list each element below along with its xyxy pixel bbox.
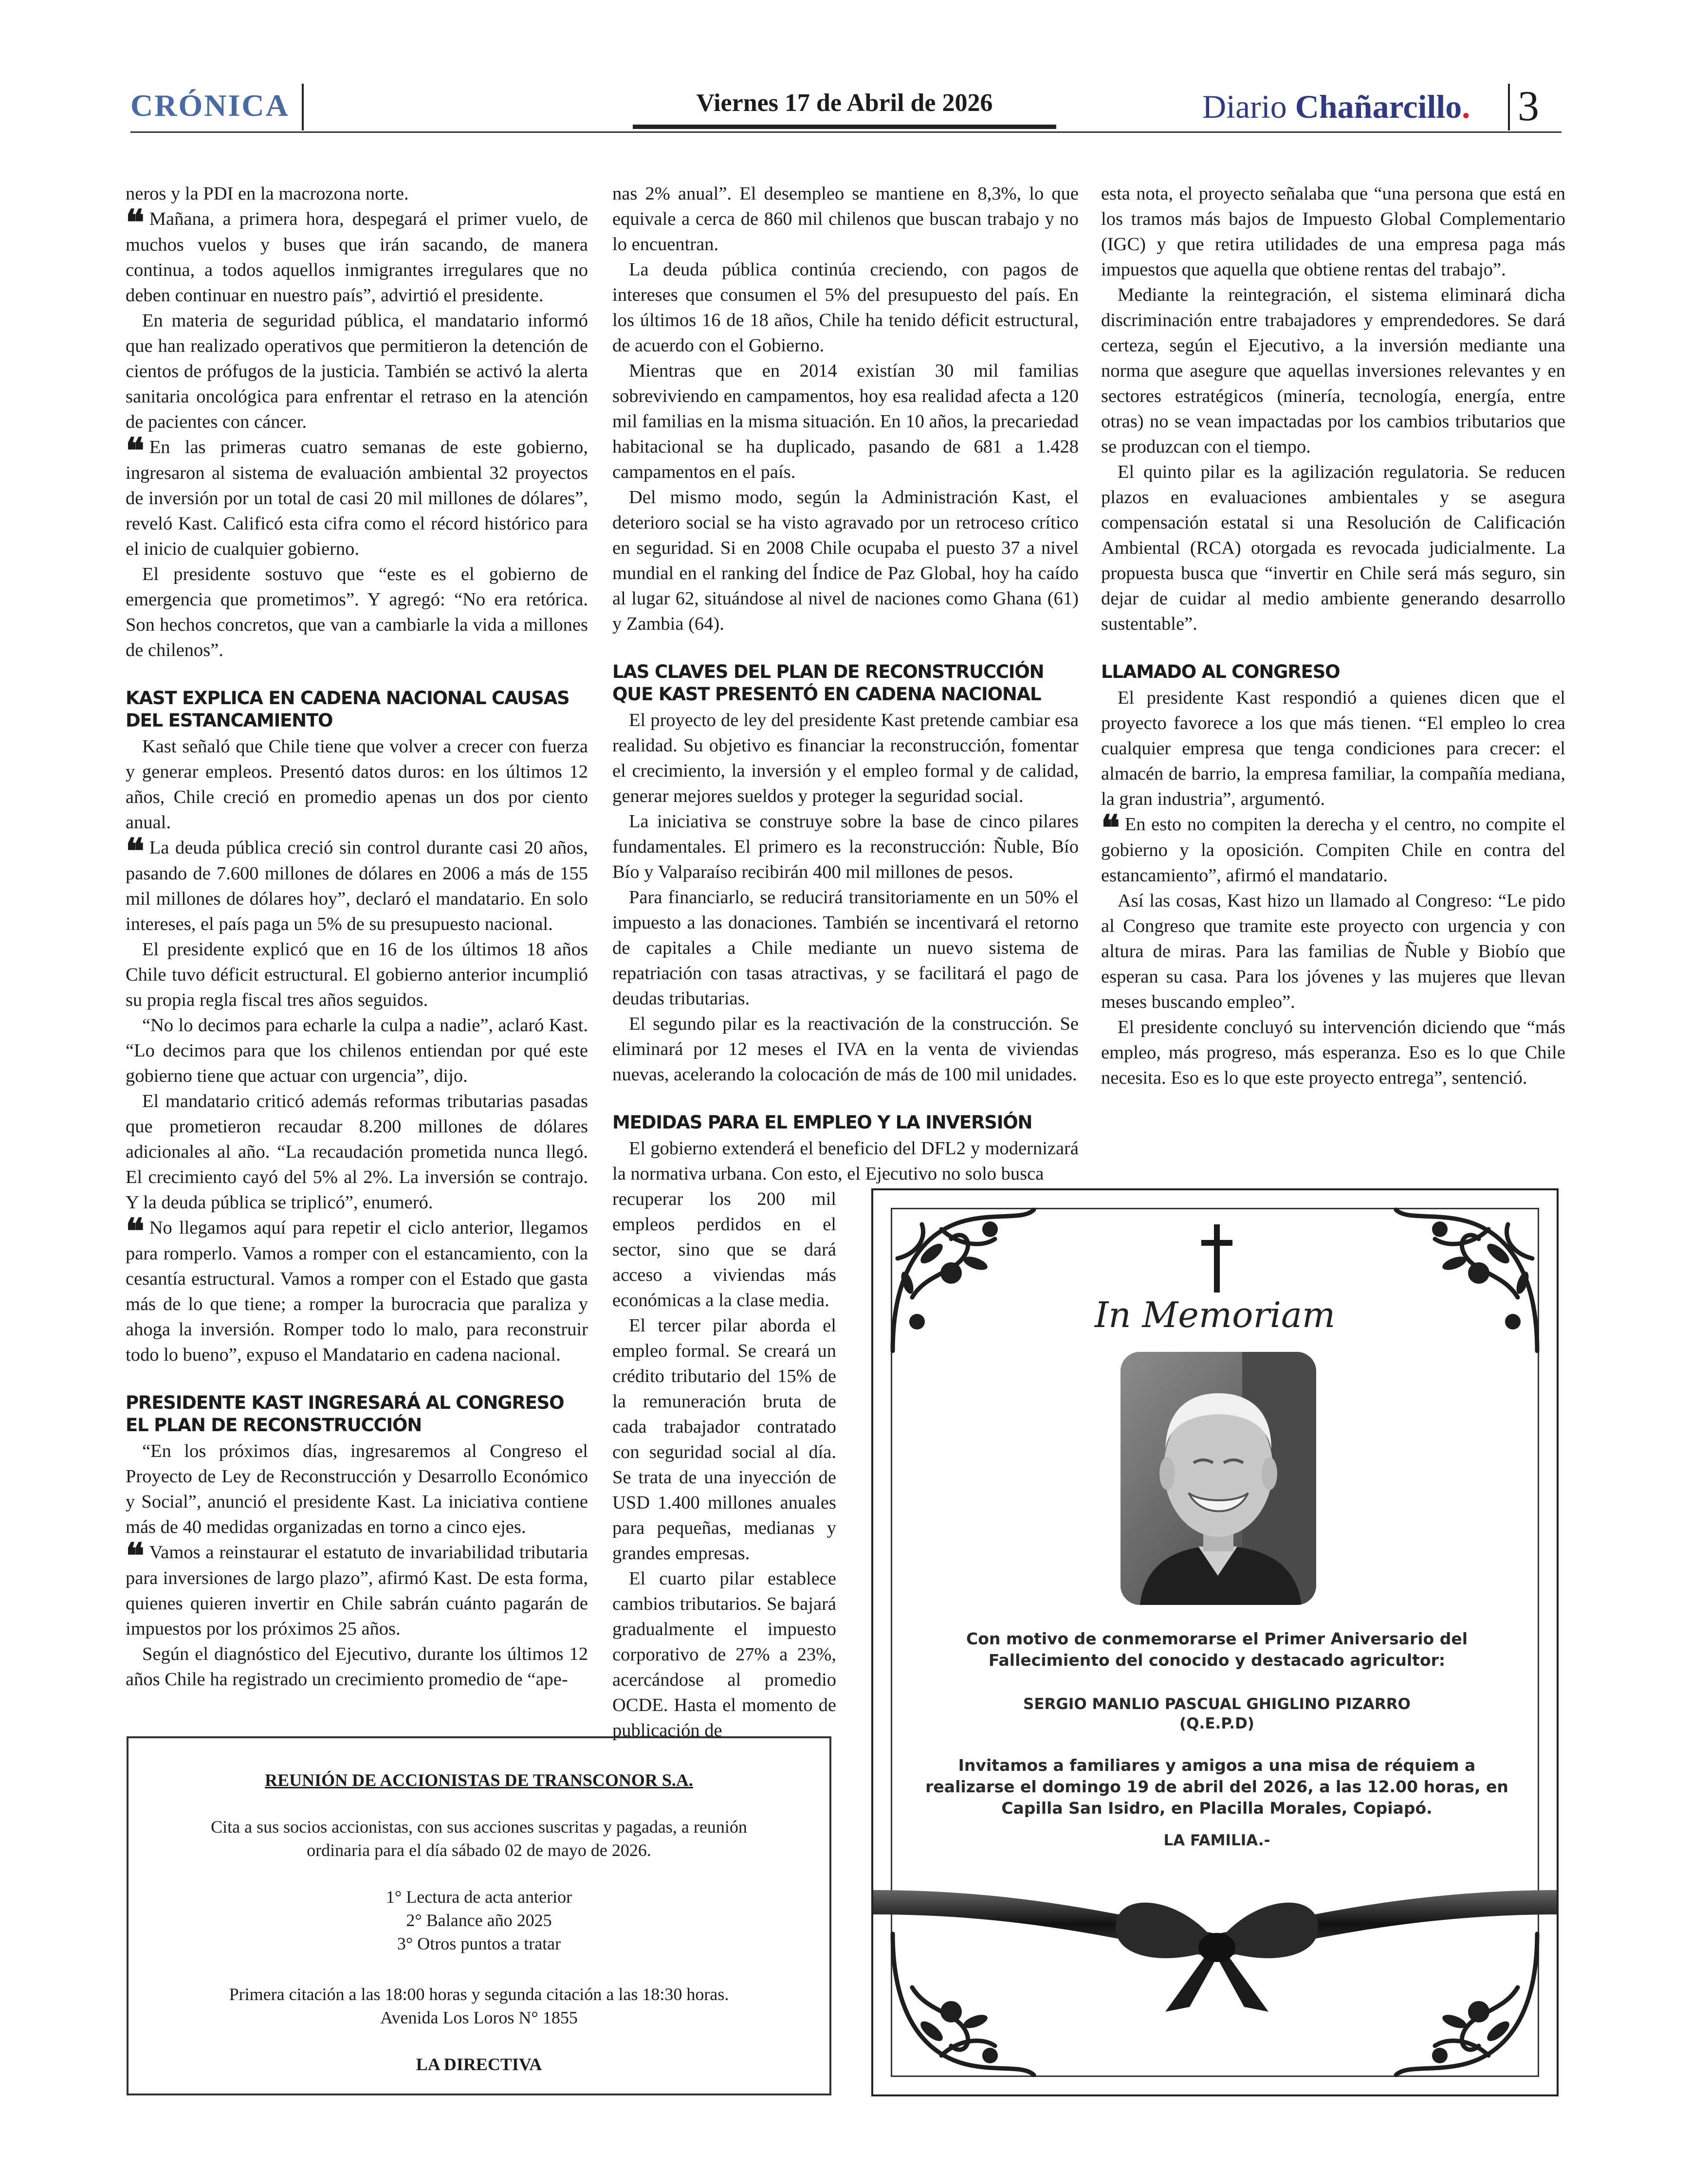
floral-ornament-icon	[1386, 1200, 1547, 1361]
quote-text: Mañana, a primera hora, despegará el primer vuelo, de muchos vuelos y buses que irán sacando, de manera continua, a todos aquellos inmigrantes irregulares que no deben continuar en nuestro país”, advirtió el presidente.	[126, 209, 588, 306]
subheading: LLAMADO AL CONGRESO	[1101, 661, 1340, 682]
ribbon-bow-icon	[873, 1861, 1559, 2017]
paragraph: El presidente sostuvo que “este es el gobierno de emergencia que prometimos”. Y agregó: “No era retórica. Son hechos concretos, que van a cambiarle la vida a millones de chilenos”.	[126, 564, 588, 660]
paragraph: recuperar los 200 mil empleos perdidos en el sector, sino que se dará acceso a viviendas más económicas a la clase media.	[612, 1189, 836, 1310]
paragraph: El gobierno extenderá el beneficio del DFL2 y modernizará la normativa urbana. Con esto, el Ejecutivo no solo busca	[612, 1138, 1079, 1184]
paragraph: El quinto pilar es la agilización regulatoria. Se reducen plazos en evaluaciones ambientales y se asegura compensación estatal si una Resolución de Calificación Ambiental (RCA) otorgada es revocada judicialmente. La propuesta busca que “invertir en Chile será más seguro, sin dejar de cuidar al medio ambiente generando desarrollo sustentable”.	[1101, 462, 1565, 634]
agenda-item: 1° Lectura de acta anterior	[386, 1887, 572, 1907]
quote-text: Vamos a reinstaurar el estatuto de invariabilidad tributaria para inversiones de largo plazo”, afirmó Kast. De esta forma, quienes quieren invertir en Chile sabrán cuánto pagarán de impuestos por los próximos 25 años.	[126, 1542, 588, 1639]
floral-ornament-icon	[883, 1200, 1044, 1361]
quote-paragraph	[126, 1210, 588, 1367]
paragraph: El segundo pilar es la reactivación de la construcción. Se eliminará por 12 meses el IVA en la venta de viviendas nuevas, acelerando la colocación de más de 100 mil unidades.	[612, 1014, 1079, 1085]
paragraph: El cuarto pilar establece cambios tributarios. Se bajará gradualmente el impuesto corporativo de 27% a 23%, acercándose al promedio OCDE. Hasta el momento de publicación de	[612, 1568, 836, 1741]
narrow-column	[612, 1186, 836, 1743]
header-divider	[302, 84, 304, 130]
newspaper-prefix: Diario	[1202, 88, 1295, 125]
paragraph: Según el diagnóstico del Ejecutivo, durante los últimos 12 años Chile ha registrado un crecimiento promedio de “ape-	[126, 1644, 588, 1690]
shareholders-notice	[127, 1736, 831, 2095]
quote-text: En las primeras cuatro semanas de este gobierno, ingresaron al sistema de evaluación ambiental 32 proyectos de inversión por un total de casi 20 mil millones de dólares”, reveló Kast. Calificó esta cifra como el récord histórico para el inicio de cualquier gobierno.	[126, 437, 588, 559]
issue-date: Viernes 17 de Abril de 2026	[696, 89, 993, 117]
paragraph: Del mismo modo, según la Administración Kast, el deterioro social se ha visto agravado por un retroceso crítico en seguridad. Si en 2008 Chile ocupaba el puesto 37 a nivel mundial en el ranking del Índice de Paz Global, hoy ha caído al lugar 62, situándose al nivel de naciones como Ghana (61) y Zambia (64).	[612, 487, 1079, 634]
quote-paragraph	[126, 830, 588, 937]
memoriam-name-block	[912, 1694, 1522, 1733]
notice-title: REUNIÓN DE ACCIONISTAS DE TRANSCONOR S.A.	[265, 1770, 693, 1790]
quote-paragraph	[126, 1535, 588, 1641]
notice-intro: Cita a sus socios accionistas, con sus acciones suscritas y pagadas, a reunión ordinaria para el día sábado 02 de mayo de 2026.	[211, 1817, 747, 1860]
quote-text: No llegamos aquí para repetir el ciclo anterior, llegamos para romperlo. Vamos a romper con el estancamiento, con la cesantía estructural. Vamos a romper con el Estado que gasta más de lo que tiene; a romper la burocracia que paraliza y ahoga la inversión. Romper todo lo malo, para reconstruir todo lo bueno”, expuso el Mandatario en cadena nacional.	[126, 1218, 588, 1365]
cross-icon	[1197, 1224, 1236, 1292]
quote-mark-icon: ❝	[126, 1210, 145, 1252]
quote-mark-icon: ❝	[126, 201, 145, 243]
paragraph: La deuda pública continúa creciendo, con pagos de intereses que consumen el 5% del presupuesto del país. En los últimos 16 de 18 años, Chile ha tenido déficit estructural, de acuerdo con el Gobierno.	[612, 259, 1079, 356]
quote-text: En esto no compiten la derecha y el centro, no compite el gobierno y la oposición. Compiten Chile en contra del estancamiento”, afirmó el mandatario.	[1101, 814, 1565, 886]
quote-paragraph	[126, 430, 588, 562]
memoriam-invitation: Invitamos a familiares y amigos a una misa de réquiem a realizarse el domingo 19 de abril del 2026, a las 12.00 horas, en Capilla San Isidro, en Placilla Morales, Copiapó.	[925, 1756, 1508, 1818]
subheading: MEDIDAS PARA EL EMPLEO Y LA INVERSIÓN	[612, 1112, 1032, 1133]
paragraph: El presidente concluyó su intervención diciendo que “más empleo, más progreso, más esperanza. Eso es lo que Chile necesita. Eso es lo que este proyecto entrega”, sentenció.	[1101, 1017, 1565, 1088]
memoriam-intro: Con motivo de conmemorarse el Primer Aniversario del Fallecimiento del conocido y destacado agricultor:	[966, 1629, 1468, 1670]
quote-mark-icon: ❝	[126, 830, 145, 872]
qepd-label: (Q.E.P.D)	[1179, 1715, 1254, 1732]
brand-dot: .	[1462, 88, 1470, 125]
memoriam-signature: LA FAMILIA.-	[1163, 1832, 1270, 1849]
notice-address: Avenida Los Loros N° 1855	[380, 2008, 578, 2027]
article-column-3	[1101, 181, 1565, 1091]
header-rule	[130, 131, 1561, 133]
notice-schedule: Primera citación a las 18:00 horas y segunda citación a las 18:30 horas.	[229, 1984, 729, 2004]
quote-mark-icon: ❝	[126, 430, 145, 471]
agenda-item: 2° Balance año 2025	[406, 1911, 552, 1930]
agenda-item: 3° Otros puntos a tratar	[397, 1934, 561, 1953]
newspaper-brand: Chañarcillo	[1295, 88, 1462, 125]
paragraph: Mediante la reintegración, el sistema eliminará dicha discriminación entre trabajadores y emprendedores. Se dará certeza, según el Ejecutivo, a la inversión mediante una norma que asegure que aquellas inversiones relevantes y en sectores estratégicos (minería, tecnología, energía, entre otras) no se vean impactadas por los cambios tributarios que se produzcan con el tiempo.	[1101, 285, 1565, 457]
quote-paragraph	[1101, 807, 1565, 888]
paragraph: Así las cosas, Kast hizo un llamado al Congreso: “Le pido al Congreso que tramite este proyecto con urgencia y con altura de miras. Para las familias de Ñuble y Biobío que esperan su casa. Para los jóvenes y las mujeres que llevan meses buscando empleo”.	[1101, 891, 1565, 1012]
paragraph: El presidente explicó que en 16 de los últimos 18 años Chile tuvo déficit estructural. El gobierno anterior incumplió su propia regla fiscal tres años seguidos.	[126, 939, 588, 1010]
deceased-name: SERGIO MANLIO PASCUAL GHIGLINO PIZARRO	[1023, 1695, 1411, 1713]
paragraph: Para financiarlo, se reducirá transitoriamente en un 50% el impuesto a las donaciones. También se incentivará el retorno de capitales a Chile mediante un nuevo sistema de repatriación con tasas atractivas, y se facilitará el pago de deudas tributarias.	[612, 887, 1079, 1009]
paragraph: El tercer pilar aborda el empleo formal. Se creará un crédito tributario del 15% de la remuneración bruta de cada trabajador contratado con seguridad social al día. Se trata de una inyección de USD 1.400 millones anuales para pequeñas, medianas y grandes empresas.	[612, 1315, 836, 1564]
paragraph: El proyecto de ley del presidente Kast pretende cambiar esa realidad. Su objetivo es financiar la reconstrucción, fomentar el crecimiento, la inversión y el empleo formal y de calidad, generar mejores sueldos y proteger la seguridad social.	[612, 710, 1079, 806]
paragraph: “En los próximos días, ingresaremos al Congreso el Proyecto de Ley de Reconstrucción y Desarrollo Económico y Social”, anunció el presidente Kast. La iniciativa contiene más de 40 medidas organizadas en torno a cinco ejes.	[126, 1441, 588, 1537]
paragraph: El mandatario criticó además reformas tributarias pasadas que prometieron recaudar 8.200 millones de dólares adicionales al año. “La recaudación prometida nunca llegó. El crecimiento cayó del 5% al 2%. La inversión se contrajo. Y la deuda pública se triplicó”, enumeró.	[126, 1091, 588, 1213]
date-underline	[633, 125, 1056, 129]
subheading: KAST EXPLICA EN CADENA NACIONAL CAUSAS DEL ESTANCAMIENTO	[126, 688, 569, 731]
memoriam-notice	[871, 1188, 1559, 2096]
article-column-1	[126, 181, 588, 1692]
paragraph: En materia de seguridad pública, el mandatario informó que han realizado operativos que permitieron la detención de cientos de prófugos de la justicia. También se activó la alerta sanitaria oncológica para enfrentar el retraso en la atención de pacientes con cáncer.	[126, 310, 588, 432]
header-divider	[1508, 84, 1510, 130]
paragraph: “No lo decimos para echarle la culpa a nadie”, aclaró Kast. “Lo decimos para que los chilenos entiendan por qué este gobierno tiene que actuar con urgencia”, dijo.	[126, 1015, 588, 1086]
quote-mark-icon: ❝	[126, 1535, 145, 1576]
notice-signature: LA DIRECTIVA	[416, 2055, 542, 2074]
paragraph: Kast señaló que Chile tiene que volver a crecer con fuerza y generar empleos. Presentó datos duros: en los últimos 12 años, Chile creció en promedio apenas un dos por ciento anual.	[126, 736, 588, 833]
paragraph: neros y la PDI en la macrozona norte.	[126, 183, 409, 204]
quote-mark-icon: ❝	[1101, 807, 1120, 848]
page-number: 3	[1518, 83, 1539, 130]
newspaper-name	[1202, 88, 1470, 126]
subheading: PRESIDENTE KAST INGRESARÁ AL CONGRESO EL PLAN DE RECONSTRUCCIÓN	[126, 1392, 564, 1436]
paragraph: La iniciativa se construye sobre la base de cinco pilares fundamentales. El primero es la reconstrucción: Ñuble, Bío Bío y Valparaíso recibirán 400 mil millones de pesos.	[612, 811, 1079, 882]
quote-text: La deuda pública creció sin control durante casi 20 años, pasando de 7.600 millones de dólares en 2006 a más de 155 mil millones de dólares hoy”, declaró el mandatario. En solo intereses, el país paga un 5% de su presupuesto nacional.	[126, 837, 588, 934]
subheading: LAS CLAVES DEL PLAN DE RECONSTRUCCIÓN QUE KAST PRESENTÓ EN CADENA NACIONAL	[612, 661, 1044, 705]
portrait-photo	[1121, 1352, 1316, 1605]
paragraph: El presidente Kast respondió a quienes dicen que el proyecto favorece a los que más tienen. “El empleo lo crea cualquier empresa que tenga condiciones para crecer: el almacén de barrio, la empresa familiar, la compañía mediana, la gran industria”, argumentó.	[1101, 688, 1565, 809]
paragraph: Mientras que en 2014 existían 30 mil familias sobreviviendo en campamentos, hoy esa realidad afecta a 120 mil familias en la misma situación. En 10 años, la precariedad habitacional se ha duplicado, pasando de 681 a 1.428 campamentos en el país.	[612, 361, 1079, 482]
section-title: CRÓNICA	[130, 88, 290, 123]
memoriam-title: In Memoriam	[1094, 1294, 1336, 1335]
quote-paragraph	[126, 201, 588, 308]
paragraph: nas 2% anual”. El desempleo se mantiene en 8,3%, lo que equivale a cerca de 860 mil chilenos que buscan trabajo y no lo encuentran.	[612, 183, 1079, 255]
paragraph: esta nota, el proyecto señalaba que “una persona que está en los tramos más bajos de Impuesto Global Complementario (IGC) y que retira utilidades de una empresa paga más impuestos que aquella que obtiene rentas del trabajo”.	[1101, 183, 1565, 280]
